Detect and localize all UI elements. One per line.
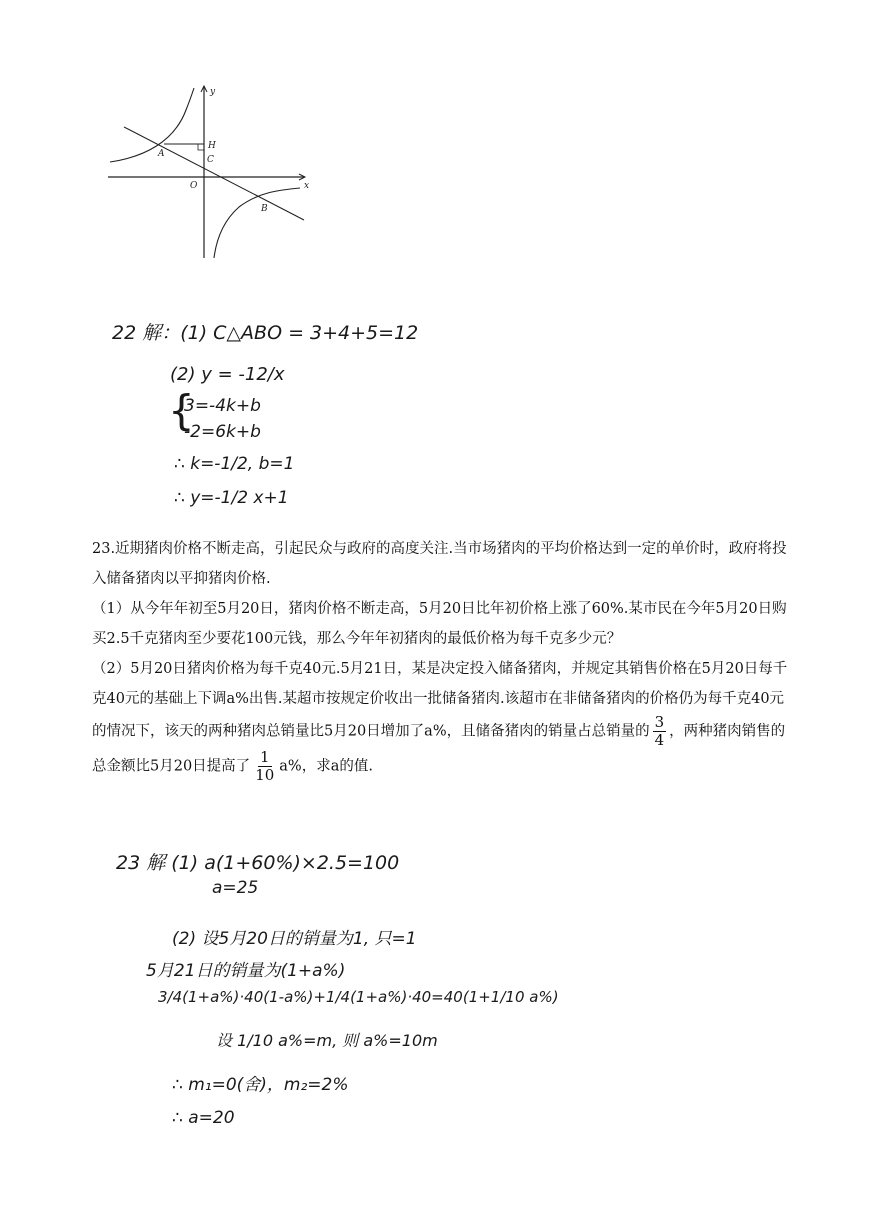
fraction-numerator: 3 [654,713,665,731]
hw23-line-8: ∴ a=20 [172,1108,235,1128]
label-y: y [210,87,216,97]
part2-text-c: a%，求a的值. [279,758,373,775]
hw22-line-3: 3=-4k+b [184,396,261,416]
hw22-line-1: 22 解：(1) C△ABO = 3+4+5=12 [112,322,419,344]
hw22-line-5: ∴ k=-1/2, b=1 [174,454,295,474]
handwritten-solution-22 [108,288,419,528]
hw23-line-7: ∴ m₁=0(舍)，m₂=2% [172,1075,349,1095]
hw22-line-2: (2) y = -12/x [170,364,285,385]
hw23-line-3: (2) 设5月20日的销量为1, 只=1 [172,929,417,949]
function-graph-figure [104,82,316,262]
label-c: C [207,155,214,165]
fraction-denominator: 10 [255,766,275,784]
brace: { [168,386,195,435]
fraction-denominator: 4 [654,731,665,749]
hw23-line-1: 23 解 (1) a(1+60%)×2.5=100 [116,852,400,874]
problem-23-intro: 23.近期猪肉价格不断走高，引起民众与政府的高度关注.当市场猪肉的平均价格达到一定的单价时，政府将投入储备猪肉以平抑猪肉价格. [92,541,787,587]
hw22-line-4: -2=6k+b [184,422,261,442]
label-h: H [208,141,216,151]
hw23-line-5: 3/4(1+a%)·40(1-a%)+1/4(1+a%)·40=40(1+1/10 a%) [158,988,559,1006]
hyperbola-upper-left [110,88,194,162]
hw23-line-4: 5月21日的销量为(1+a%) [146,961,346,981]
label-o: O [190,181,198,191]
problem-23-part2 [92,654,797,784]
part2-text-b: ，两种猪肉销售的总金额比5月20日提高了 [92,723,786,775]
hw22-line-6: ∴ y=-1/2 x+1 [174,488,289,508]
hw23-line-6: 设 1/10 a%=m, 则 a%=10m [216,1031,438,1050]
label-x: x [304,181,310,191]
problem-23 [92,534,797,784]
right-angle-mark [198,144,204,150]
handwritten-solution-23 [112,838,559,1158]
fraction-one-tenth [253,749,276,784]
label-a: A [158,149,165,159]
hyperbola-lower-right [214,188,300,258]
label-b: B [261,204,268,214]
fraction-numerator: 1 [259,748,270,766]
part2-text-a: （2）5月20日猪肉价格为每千克40元.5月21日，某是决定投入储备猪肉，并规定其销售价格在5月20日每千克40元的基础上下调a%出售.某超市按规定价收出一批储备猪肉.该超市在非储备猪肉的价格仍为每千克40元的情况下，该天的两种猪肉总销量比5月20日增加了a%，且储备猪肉的销量占总销量的 [92,661,788,740]
fraction-three-quarters [653,714,667,749]
hw23-line-2: a=25 [212,878,259,898]
problem-23-part1: （1）从今年年初至5月20日，猪肉价格不断走高，5月20日比年初价格上涨了60%.某市民在今年5月20日购买2.5千克猪肉至少要花100元钱，那么今年年初猪肉的最低价格为每千克多少元？ [92,601,787,647]
